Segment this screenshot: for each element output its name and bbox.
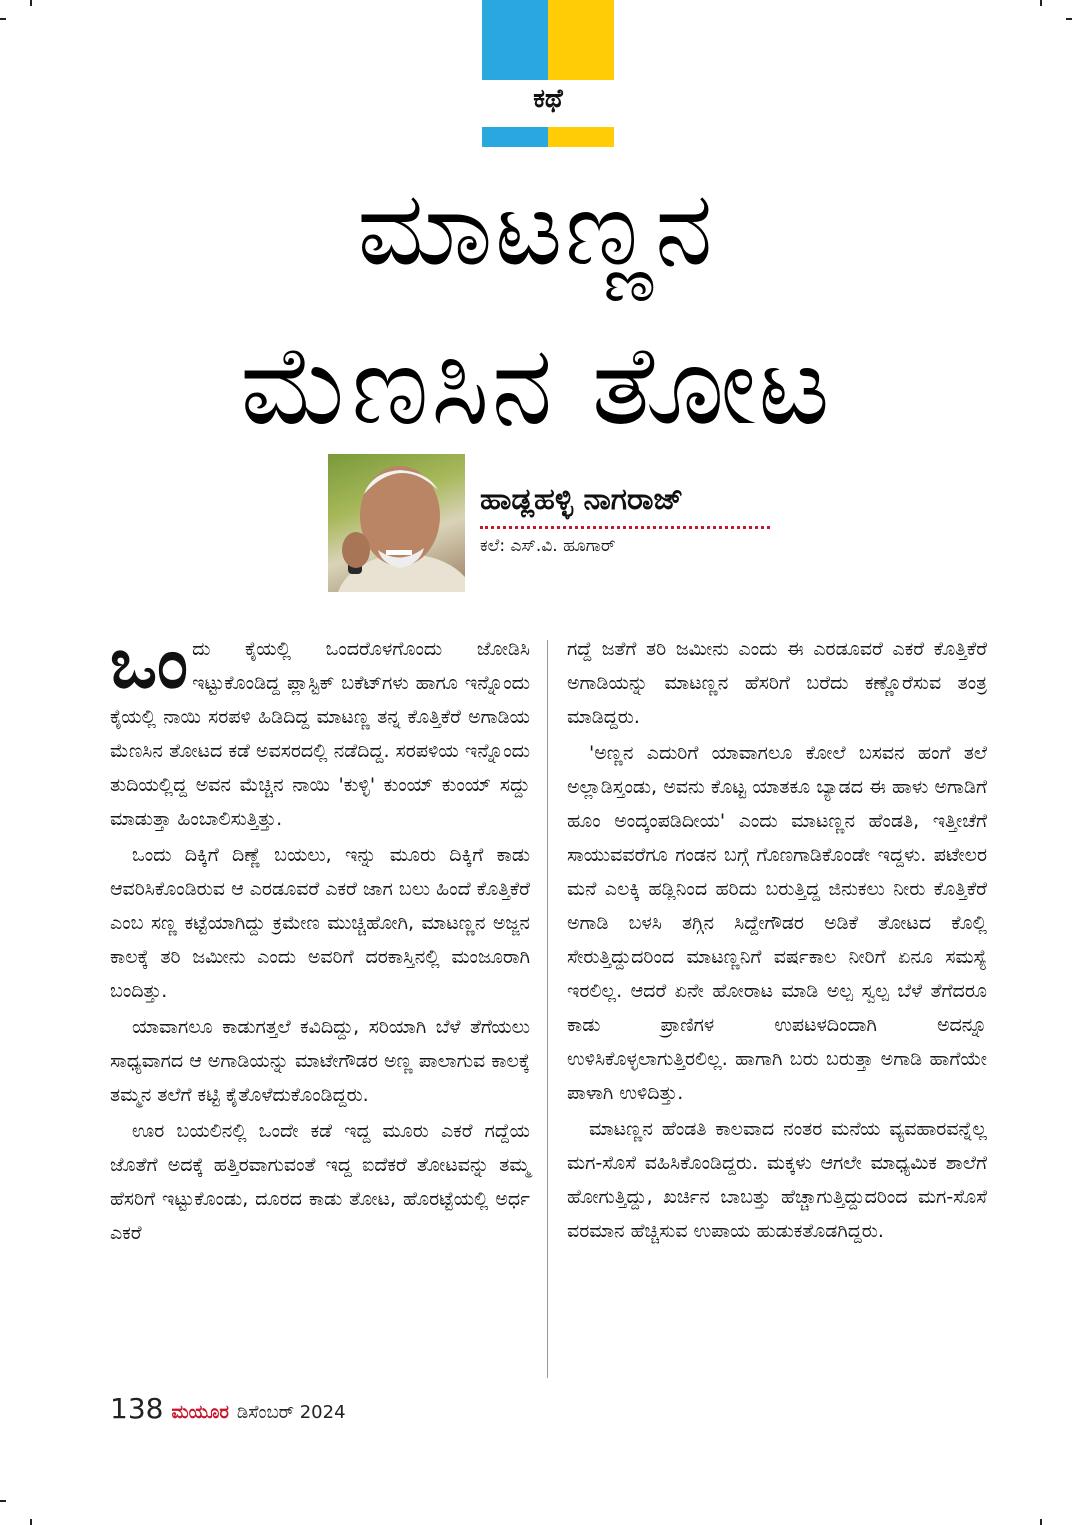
crop-mark (1040, 0, 1042, 6)
paragraph: ಯಾವಾಗಲೂ ಕಾಡುಗತ್ತಲೆ ಕವಿದಿದ್ದು, ಸರಿಯಾಗಿ ಬೆಳೆ ತೆಗೆಯಲು ಸಾಧ್ಯವಾಗದ ಆ ಅಗಾಡಿಯನ್ನು ಮಾಟೇಗೌಡರ ಅಣ್ಣ ಪಾಲಾಗುವ ಕಾಲಕ್ಕೆ ತಮ್ಮನ ತಲೆಗೆ ಕಟ್ಟಿ ಕೈತೊಳೆದುಕೊಂಡಿದ್ದರು. (110, 1016, 530, 1106)
paragraph: 'ಅಣ್ಣನ ಎದುರಿಗೆ ಯಾವಾಗಲೂ ಕೋಲೆ ಬಸವನ ಹಂಗೆ ತಲೆ ಅಲ್ಲಾಡಿಸ್ತಂಡು, ಅವನು ಕೊಟ್ಟ ಯಾತಕೂ ಬ್ಯಾಡದ ಈ ಹಾಳು ಅಗಾಡಿಗೆ ಹೂಂ ಅಂದ್ಕಂಪಡಿದೀಯ' ಎಂದು ಮಾಟಣ್ಣನ ಹೆಂಡತಿ, ಇತ್ತೀಚೆಗೆ ಸಾಯುವವರೆಗೂ ಗಂಡನ ಬಗ್ಗೆ ಗೊಣಗಾಡಿಕೊಂಡೇ ಇದ್ದಳು. ಪಟೇಲರ ಮನೆ ಎಲಕ್ಕಿ ಹಡ್ಲಿನಿಂದ ಹರಿದು ಬರುತ್ತಿದ್ದ ಜಿನುಕಲು ನೀರು ಕೊತ್ತಿಕೆರೆ ಅಗಾಡಿ ಬಳಸಿ ತಗ್ಗಿನ ಸಿದ್ದೇಗೌಡರ ಅಡಿಕೆ ತೋಟದ ಕೊಲ್ಲಿ ಸೇರುತ್ತಿದ್ದುದರಿಂದ ಮಾಟಣ್ಣನಿಗೆ ವರ್ಷಕಾಲ ನೀರಿಗೆ ಏನೂ ಸಮಸ್ಯೆ ಇರಲಿಲ್ಲ. ಆದರೆ ಏನೇ ಹೋರಾಟ ಮಾಡಿ ಅಲ್ಪ ಸ್ವಲ್ಪ ಬೆಳೆ ತೆಗೆದರೂ ಕಾಡು ಪ್ರಾಣಿಗಳ ಉಪಟಳದಿಂದಾಗಿ ಅದನ್ನೂ ಉಳಿಸಿಕೊಳ್ಳಲಾಗುತ್ತಿರಲಿಲ್ಲ. ಹಾಗಾಗಿ ಬರು ಬರುತ್ತಾ ಅಗಾಡಿ ಹಾಗೆಯೇ ಪಾಳಾಗಿ ಉಳಿದಿತ್ತು. (567, 742, 987, 1104)
issue-date: ಡಿಸೆಂಬರ್ 2024 (236, 1402, 346, 1423)
header-block-yellow-bottom (548, 127, 614, 147)
article-title-line-2: ಮೆಣಸಿನ ತೋಟ (240, 321, 832, 449)
crop-mark (1040, 1519, 1042, 1525)
drop-cap: ಒಂ (110, 622, 189, 704)
author-photo (328, 454, 465, 592)
crop-mark (30, 1519, 32, 1525)
page-number: 138 (110, 1392, 164, 1425)
magazine-name: ಮಯೂರ (171, 1402, 229, 1423)
article-column-1 (110, 622, 530, 1252)
paragraph: ಒಂದು ದಿಕ್ಕಿಗೆ ದಿಣ್ಣೆ ಬಯಲು, ಇನ್ನು ಮೂರು ದಿಕ್ಕಿಗೆ ಕಾಡು ಆವರಿಸಿಕೊಂಡಿರುವ ಆ ಎರಡೂವರೆ ಎಕರೆ ಜಾಗ ಬಲು ಹಿಂದೆ ಕೊತ್ತಿಕೆರೆ ಎಂಬ ಸಣ್ಣ ಕಟ್ಟೆಯಾಗಿದ್ದು ಕ್ರಮೇಣ ಮುಚ್ಚಿಹೋಗಿ, ಮಾಟಣ್ಣನ ಅಜ್ಜನ ಕಾಲಕ್ಕೆ ತರಿ ಜಮೀನು ಎಂದು ಅವರಿಗೆ ದರಕಾಸ್ತಿನಲ್ಲಿ ಮಂಜೂರಾಗಿ ಬಂದಿತ್ತು. (110, 844, 530, 1002)
paragraph-text: ದು ಕೈಯಲ್ಲಿ ಒಂದರೊಳಗೊಂದು ಜೋಡಿಸಿ ಇಟ್ಟುಕೊಂಡಿದ್ದ ಪ್ಲಾಸ್ಟಿಕ್ ಬಕೆಟ್‌ಗಳು ಹಾಗೂ ಇನ್ನೊಂದು ಕೈಯಲ್ಲಿ ನಾಯಿ ಸರಪಳಿ ಹಿಡಿದಿದ್ದ ಮಾಟಣ್ಣ ತನ್ನ ಕೊತ್ತಿಕೆರೆ ಅಗಾಡಿಯ ಮೆಣಸಿನ ತೋಟದ ಕಡೆ ಅವಸರದಲ್ಲಿ ನಡೆದಿದ್ದ. ಸರಪಳಿಯ ಇನ್ನೊಂದು ತುದಿಯಲ್ಲಿದ್ದ ಅವನ ಮೆಚ್ಚಿನ ನಾಯಿ 'ಕುಳ್ಳಿ' ಕುಂಯ್ ಕುಂಯ್ ಸದ್ದು ಮಾಡುತ್ತಾ ಹಿಂಬಾಲಿಸುತ್ತಿತ್ತು. (110, 638, 530, 830)
crop-mark (0, 18, 6, 20)
art-credit: ಕಲೆ: ಎಸ್.ವಿ. ಹೂಗಾರ್ (480, 536, 616, 556)
article-column-2 (567, 632, 987, 1250)
author-name: ಹಾಡ್ಲಹಳ್ಳಿ ನಾಗರಾಜ್ (480, 482, 684, 517)
paragraph: ಗದ್ದೆ ಜತೆಗೆ ತರಿ ಜಮೀನು ಎಂದು ಈ ಎರಡೂವರೆ ಎಕರೆ ಕೊತ್ತಿಕೆರೆ ಅಗಾಡಿಯನ್ನು ಮಾಟಣ್ಣನ ಹೆಸರಿಗೆ ಬರೆದು ಕಣ್ಣೊರೆಸುವ ತಂತ್ರ ಮಾಡಿದ್ದರು. (567, 638, 987, 728)
article-title-line-1: ಮಾಟಣ್ಣನ (357, 167, 715, 289)
paragraph: ಊರ ಬಯಲಿನಲ್ಲಿ ಒಂದೇ ಕಡೆ ಇದ್ದ ಮೂರು ಎಕರೆ ಗದ್ದೆಯ ಜೊತೆಗೆ ಅದಕ್ಕೆ ಹತ್ತಿರವಾಗುವಂತೆ ಇದ್ದ ಐದೆಕರೆ ತೋಟವನ್ನು ತಮ್ಮ ಹೆಸರಿಗೆ ಇಟ್ಟುಕೊಂಡು, ದೂರದ ಕಾಡು ತೋಟ, ಹೊರಟ್ಟೆಯಲ್ಲಿ ಅರ್ಧ ಎಕರೆ (110, 1120, 530, 1244)
paragraph (110, 622, 530, 836)
crop-mark (30, 0, 32, 6)
byline-dotted-rule (480, 526, 770, 529)
header-block-yellow-top (548, 0, 614, 80)
crop-mark (0, 1500, 6, 1502)
crop-mark (1066, 18, 1072, 20)
header-block-blue-bottom (482, 127, 548, 147)
page-footer (110, 1392, 346, 1425)
header-block-blue-top (482, 0, 548, 80)
section-label: ಕಥೆ (533, 84, 563, 114)
column-divider (547, 640, 548, 1378)
paragraph: ಮಾಟಣ್ಣನ ಹೆಂಡತಿ ಕಾಲವಾದ ನಂತರ ಮನೆಯ ವ್ಯವಹಾರವನ್ನೆಲ್ಲ ಮಗ-ಸೊಸೆ ವಹಿಸಿಕೊಂಡಿದ್ದರು. ಮಕ್ಕಳು ಆಗಲೇ ಮಾಧ್ಯಮಿಕ ಶಾಲೆಗೆ ಹೋಗುತ್ತಿದ್ದು, ಖರ್ಚಿನ ಬಾಬತ್ತು ಹೆಚ್ಚಾಗುತ್ತಿದ್ದುದರಿಂದ ಮಗ-ಸೊಸೆ ವರಮಾನ ಹೆಚ್ಚಿಸುವ ಉಪಾಯ ಹುಡುಕತೊಡಗಿದ್ದರು. (567, 1118, 987, 1242)
